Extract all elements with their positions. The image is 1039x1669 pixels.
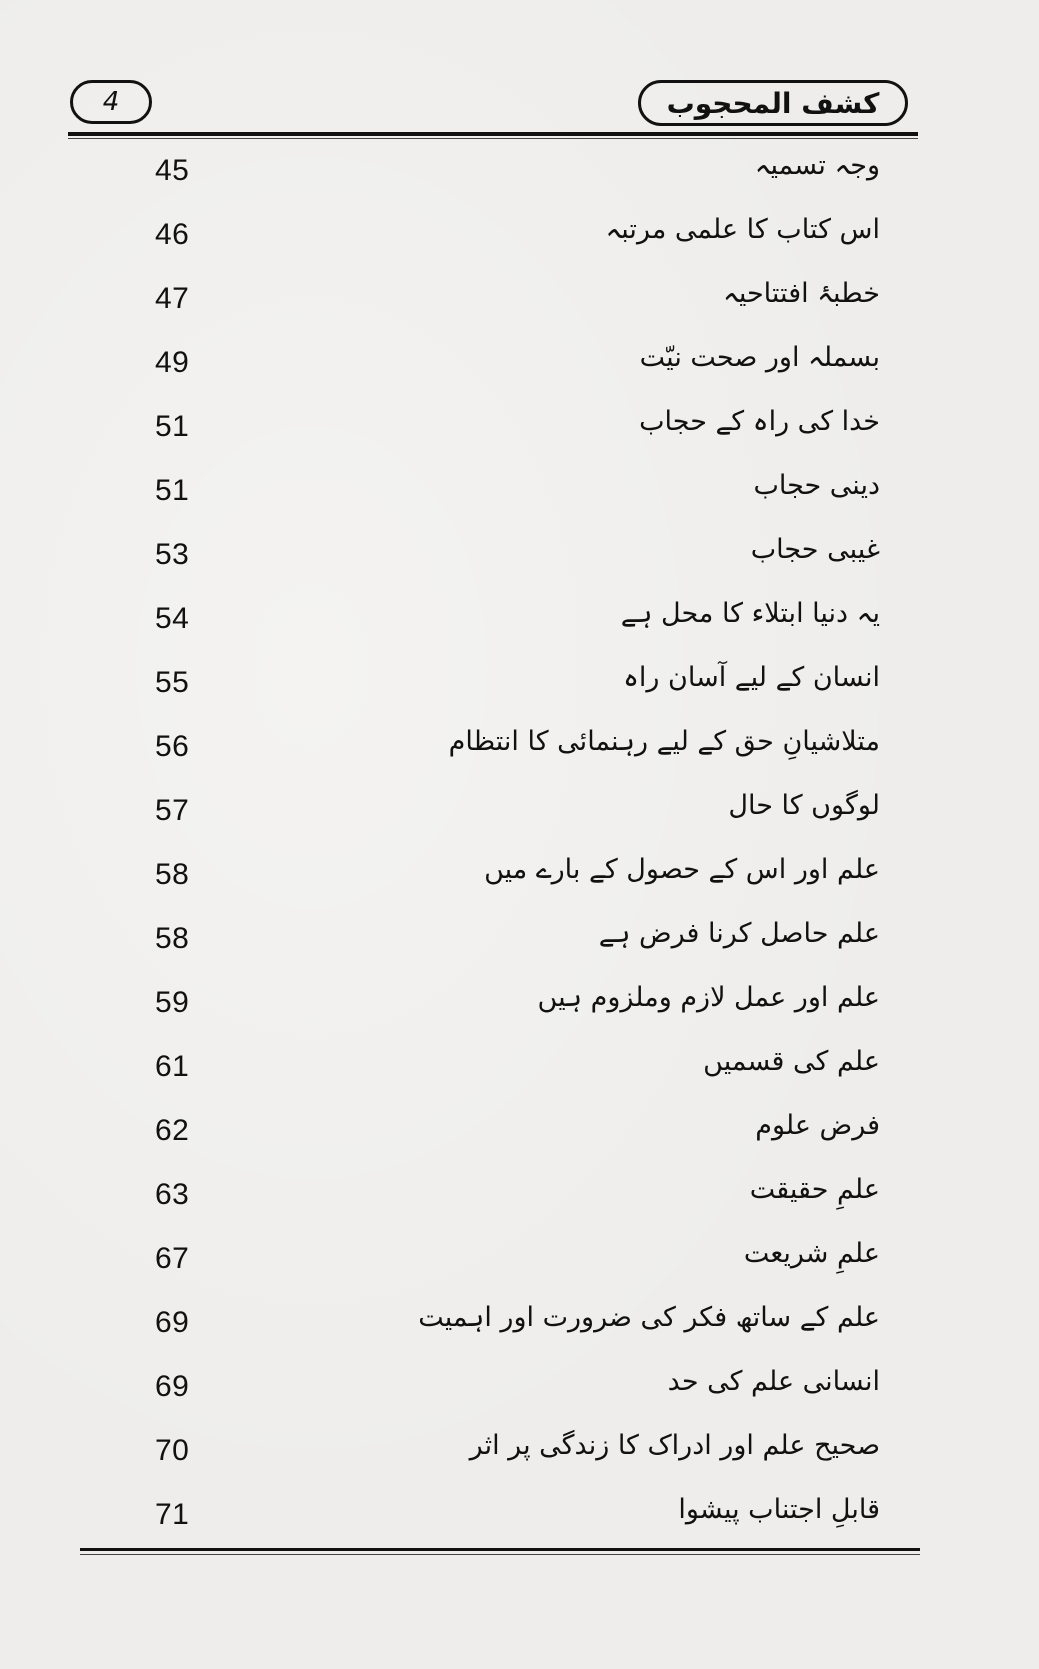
toc-title: لوگوں کا حال	[728, 790, 880, 821]
toc-title: علمِ شریعت	[743, 1238, 880, 1269]
toc-entry[interactable]	[140, 1292, 880, 1356]
toc-page-number: 59	[155, 986, 190, 1019]
toc-page-number: 55	[155, 666, 190, 699]
toc-page-number: 69	[155, 1370, 190, 1403]
toc-page-number: 49	[155, 346, 190, 379]
toc-page-number: 46	[155, 218, 190, 251]
toc-title: علم کے ساتھ فکر کی ضرورت اور اہمیت	[418, 1302, 880, 1333]
toc-page-number: 62	[155, 1114, 190, 1147]
toc-entry[interactable]	[140, 588, 880, 652]
toc-page-number: 51	[155, 474, 190, 507]
toc-page-number: 63	[155, 1178, 190, 1211]
toc-page-number: 70	[155, 1434, 190, 1467]
toc-page-number: 69	[155, 1306, 190, 1339]
toc-entry[interactable]	[140, 844, 880, 908]
toc-title: یہ دنیا ابتلاء کا محل ہے	[620, 598, 880, 629]
toc-page-number: 61	[155, 1050, 190, 1083]
toc-entry[interactable]	[140, 204, 880, 268]
toc-title: بسملہ اور صحت نیّت	[639, 342, 880, 373]
toc-title: انسان کے لیے آسان راہ	[623, 662, 880, 693]
toc-page-number: 47	[155, 282, 190, 315]
footer-divider	[80, 1548, 920, 1551]
toc-title: غیبی حجاب	[750, 534, 880, 565]
toc-page-number: 58	[155, 922, 190, 955]
toc-title: علمِ حقیقت	[749, 1174, 880, 1205]
toc-title: علم حاصل کرنا فرض ہے	[598, 918, 880, 949]
footer-divider-thin	[80, 1554, 920, 1555]
toc-title: فرض علوم	[755, 1110, 880, 1141]
toc-entry[interactable]	[140, 140, 880, 204]
toc-title: متلاشیانِ حق کے لیے رہنمائی کا انتظام	[448, 726, 880, 757]
toc-entry[interactable]	[140, 652, 880, 716]
toc-page-number: 67	[155, 1242, 190, 1275]
toc-entry[interactable]	[140, 460, 880, 524]
toc-page-number: 51	[155, 410, 190, 443]
table-of-contents	[140, 140, 880, 1548]
toc-page-number: 54	[155, 602, 190, 635]
page-number: 4	[70, 80, 152, 124]
toc-entry[interactable]	[140, 1036, 880, 1100]
toc-title: خدا کی راہ کے حجاب	[639, 406, 880, 437]
toc-title: انسانی علم کی حد	[667, 1366, 880, 1397]
toc-entry[interactable]	[140, 780, 880, 844]
toc-entry[interactable]	[140, 524, 880, 588]
toc-title: علم کی قسمیں	[703, 1046, 880, 1077]
toc-title: اس کتاب کا علمی مرتبہ	[605, 214, 880, 245]
toc-title: قابلِ اجتناب پیشوا	[678, 1494, 880, 1525]
toc-title: دینی حجاب	[753, 470, 880, 501]
toc-entry[interactable]	[140, 1228, 880, 1292]
toc-title: علم اور اس کے حصول کے بارے میں	[484, 854, 880, 885]
page-header	[68, 78, 918, 140]
toc-entry[interactable]	[140, 332, 880, 396]
toc-entry[interactable]	[140, 1484, 880, 1548]
toc-title: صحیح علم اور ادراک کا زندگی پر اثر	[469, 1430, 880, 1461]
toc-entry[interactable]	[140, 972, 880, 1036]
toc-title: علم اور عمل لازم وملزوم ہیں	[537, 982, 880, 1013]
toc-entry[interactable]	[140, 396, 880, 460]
book-title: کشف المحجوب	[638, 80, 908, 126]
toc-page-number: 53	[155, 538, 190, 571]
toc-entry[interactable]	[140, 1100, 880, 1164]
toc-entry[interactable]	[140, 908, 880, 972]
header-divider	[68, 132, 918, 136]
toc-entry[interactable]	[140, 1420, 880, 1484]
toc-title: وجہ تسمیہ	[754, 150, 880, 181]
toc-page-number: 71	[155, 1498, 190, 1531]
toc-title: خطبۂ افتتاحیہ	[723, 278, 880, 309]
header-divider-thin	[68, 138, 918, 139]
toc-entry[interactable]	[140, 268, 880, 332]
toc-entry[interactable]	[140, 716, 880, 780]
toc-page-number: 57	[155, 794, 190, 827]
toc-page-number: 56	[155, 730, 190, 763]
toc-entry[interactable]	[140, 1356, 880, 1420]
toc-entry[interactable]	[140, 1164, 880, 1228]
toc-page-number: 45	[155, 154, 190, 187]
toc-page-number: 58	[155, 858, 190, 891]
